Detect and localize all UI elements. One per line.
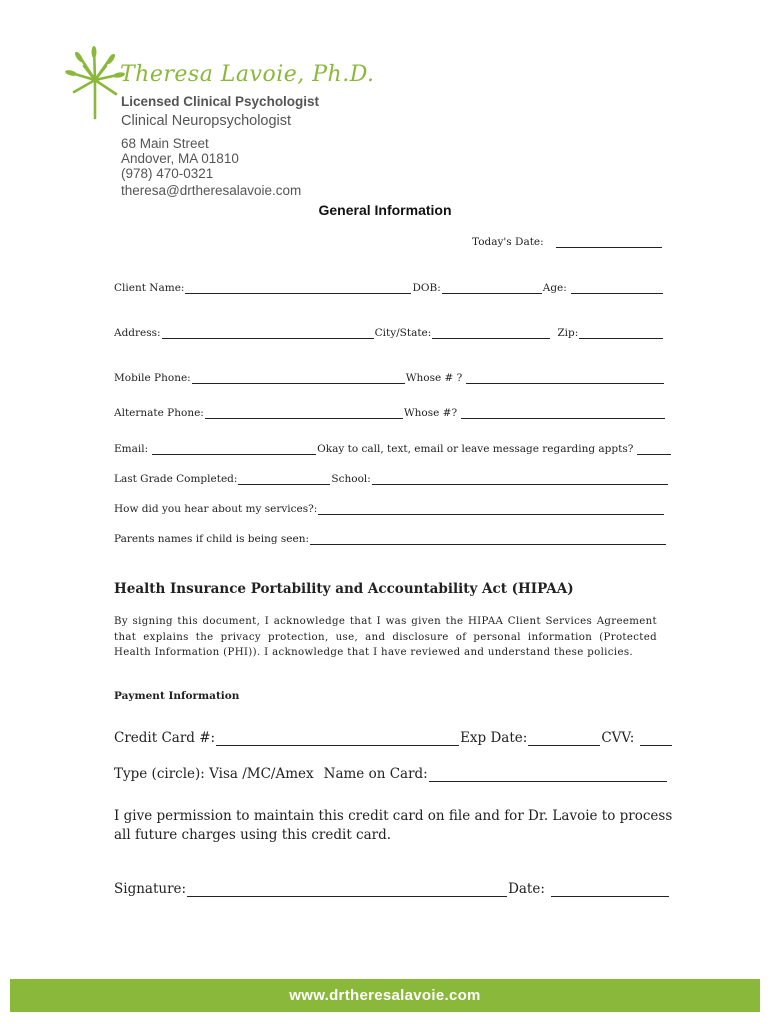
okay-to-contact-label: Okay to call, text, email or leave message regarding appts? bbox=[317, 443, 634, 455]
age-label: Age: bbox=[542, 282, 567, 294]
hear-about-label: How did you hear about my services?: bbox=[114, 503, 318, 515]
whose-field-2[interactable] bbox=[461, 408, 665, 419]
credit-card-row bbox=[114, 730, 673, 746]
city-state-field[interactable] bbox=[432, 328, 550, 339]
hipaa-heading: Health Insurance Portability and Accountability Act (HIPAA) bbox=[114, 581, 574, 597]
hear-about-field[interactable] bbox=[318, 504, 664, 515]
mobile-phone-label: Mobile Phone: bbox=[114, 372, 191, 384]
todays-date-row bbox=[472, 236, 663, 248]
hear-row bbox=[114, 503, 665, 515]
zip-field[interactable] bbox=[579, 328, 663, 339]
address-label: Address: bbox=[114, 327, 161, 339]
whose-field-1[interactable] bbox=[466, 373, 664, 384]
card-type-row bbox=[114, 766, 668, 782]
practitioner-subtitle: Clinical Neuropsychologist bbox=[121, 113, 292, 129]
address-row bbox=[114, 327, 664, 339]
whose-label-1: Whose # ? bbox=[405, 372, 463, 384]
okay-to-contact-field[interactable] bbox=[637, 444, 671, 455]
footer-bar bbox=[10, 979, 760, 1012]
signature-field[interactable] bbox=[187, 882, 507, 897]
parents-names-field[interactable] bbox=[310, 534, 666, 545]
last-grade-label: Last Grade Completed: bbox=[114, 473, 238, 485]
address-field[interactable] bbox=[162, 328, 374, 339]
practitioner-title: Licensed Clinical Psychologist bbox=[121, 94, 320, 109]
exp-date-label: Exp Date: bbox=[460, 730, 528, 746]
city-state-label: City/State: bbox=[374, 327, 432, 339]
dob-field[interactable] bbox=[442, 283, 542, 294]
address-line-2: Andover, MA 01810 bbox=[121, 151, 239, 166]
alternate-phone-field[interactable] bbox=[205, 408, 403, 419]
palm-leaf-icon bbox=[64, 44, 126, 120]
age-field[interactable] bbox=[571, 283, 663, 294]
alternate-row bbox=[114, 407, 666, 419]
address-line-1: 68 Main Street bbox=[121, 136, 209, 151]
email-row bbox=[114, 443, 672, 455]
mobile-row bbox=[114, 372, 665, 384]
grade-row bbox=[114, 473, 669, 485]
zip-label: Zip: bbox=[557, 327, 579, 339]
email-field[interactable] bbox=[152, 444, 316, 455]
last-grade-field[interactable] bbox=[238, 474, 330, 485]
school-field[interactable] bbox=[372, 474, 668, 485]
signature-label: Signature: bbox=[114, 881, 187, 897]
signature-date-field[interactable] bbox=[551, 882, 669, 897]
client-name-label: Client Name: bbox=[114, 282, 185, 294]
name-on-card-field[interactable] bbox=[429, 767, 667, 782]
permission-statement: I give permission to maintain this credit card on file and for Dr. Lavoie to process all future charges using this credit card. bbox=[114, 808, 673, 843]
signature-row bbox=[114, 881, 670, 897]
payment-heading: Payment Information bbox=[114, 690, 240, 702]
cvv-field[interactable] bbox=[640, 731, 672, 746]
credit-card-label: Credit Card #: bbox=[114, 730, 216, 746]
hipaa-paragraph: By signing this document, I acknowledge that I was given the HIPAA Client Services Agreement that explains the privacy protection, use, and disclosure of personal information (Protected Health Information (PHI)). I acknowledge that I have reviewed and understand these policies. bbox=[114, 616, 657, 658]
footer-url[interactable]: www.drtheresalavoie.com bbox=[289, 987, 481, 1004]
dob-label: DOB: bbox=[412, 282, 441, 294]
todays-date-field[interactable] bbox=[556, 237, 662, 248]
parents-row bbox=[114, 533, 667, 545]
parents-names-label: Parents names if child is being seen: bbox=[114, 533, 310, 545]
alternate-phone-label: Alternate Phone: bbox=[114, 407, 204, 419]
practitioner-name: Theresa Lavoie, Ph.D. bbox=[120, 62, 375, 87]
name-on-card-label: Name on Card: bbox=[323, 766, 428, 782]
signature-date-label: Date: bbox=[508, 881, 545, 897]
cvv-label: CVV: bbox=[601, 730, 635, 746]
todays-date-label: Today's Date: bbox=[472, 236, 544, 248]
credit-card-field[interactable] bbox=[216, 731, 459, 746]
client-name-field[interactable] bbox=[185, 283, 411, 294]
whose-label-2: Whose #? bbox=[403, 407, 458, 419]
client-row bbox=[114, 282, 664, 294]
phone-number: (978) 470-0321 bbox=[121, 166, 214, 181]
email-label: Email: bbox=[114, 443, 149, 455]
card-type-label: Type (circle): Visa /MC/Amex bbox=[114, 766, 314, 782]
form-title: General Information bbox=[318, 202, 452, 218]
exp-date-field[interactable] bbox=[528, 731, 600, 746]
contact-email: theresa@drtheresalavoie.com bbox=[121, 183, 302, 198]
mobile-phone-field[interactable] bbox=[192, 373, 405, 384]
school-label: School: bbox=[331, 473, 371, 485]
